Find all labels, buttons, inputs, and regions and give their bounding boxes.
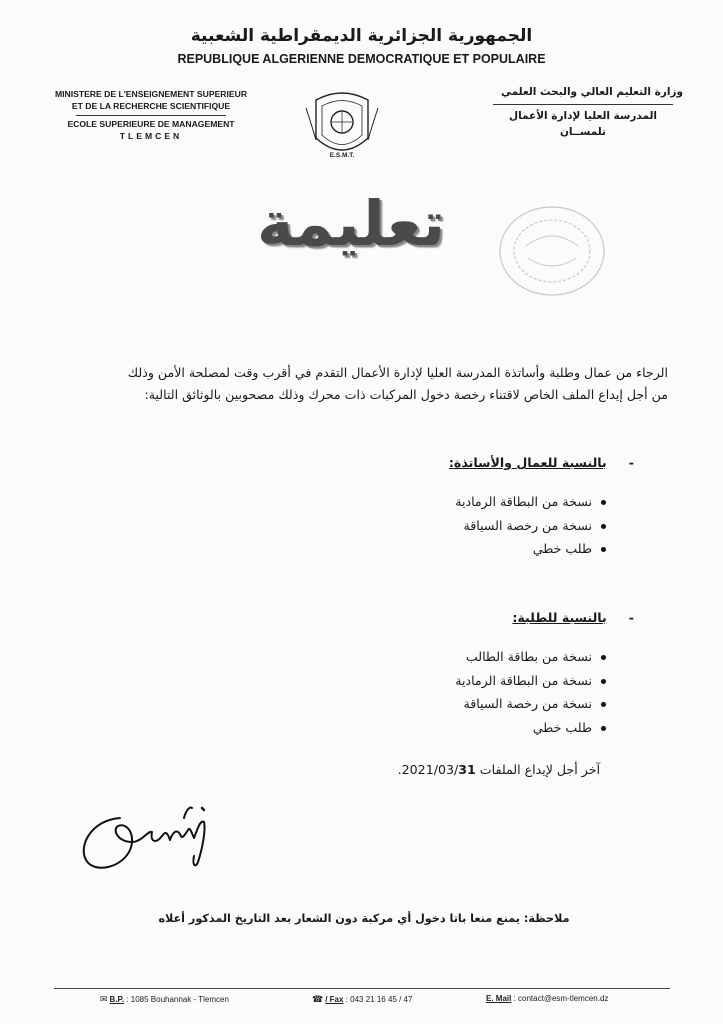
list-item: نسخة من البطاقة الرمادية	[80, 490, 606, 514]
header-title-arabic: الجمهورية الجزائرية الديمقراطية الشعبية	[190, 26, 533, 46]
envelope-icon: ✉	[100, 994, 108, 1004]
ministry-line-1: MINISTERE DE L'ENSEIGNEMENT SUPERIEUR	[54, 89, 248, 99]
student-requirements	[80, 610, 640, 739]
section-dash: -	[628, 455, 634, 470]
fax-value: : 043 21 16 45 / 47	[345, 995, 413, 1004]
ministry-block-arabic	[483, 84, 683, 140]
school-logo	[302, 86, 382, 164]
deadline	[300, 762, 600, 777]
footer-divider	[54, 988, 670, 989]
footer	[54, 994, 670, 1010]
header-title-french: REPUBLIQUE ALGERIENNE DEMOCRATIQUE ET POPULAIRE	[177, 52, 546, 66]
footer-fax	[312, 994, 412, 1005]
staff-requirements	[80, 455, 640, 561]
fax-label: / Fax	[325, 995, 344, 1004]
deadline-end: .	[397, 762, 402, 777]
school-name-french: ECOLE SUPERIEURE DE MANAGEMENT	[67, 119, 235, 129]
list-item: نسخة من رخصة السياقة	[80, 514, 606, 538]
list-item: طلب خطي	[80, 537, 606, 561]
intro-paragraph	[60, 362, 668, 406]
document-title: تعليمة	[256, 187, 446, 260]
footer-address	[100, 994, 229, 1005]
section-title-text: بالنسبة للطلبة:	[512, 610, 607, 625]
list-item: نسخة من البطاقة الرمادية	[80, 669, 606, 693]
bp-label: B.P.	[109, 995, 125, 1004]
mail-label: E. Mail	[486, 994, 512, 1003]
logo-text: E.S.M.T.	[329, 152, 355, 159]
note: ملاحظة: يمنع منعا باتا دخول أي مركبة دون الشعار بعد التاريخ المذكور أعلاه	[158, 912, 570, 925]
section-title-students	[80, 610, 640, 625]
official-stamp	[486, 196, 616, 306]
school-name-arabic: المدرسة العليا لإدارة الأعمال	[508, 110, 658, 122]
deadline-date	[402, 762, 476, 777]
section-title-text: بالنسبة للعمال والأساتذة:	[448, 455, 607, 470]
list-item: نسخة من بطاقة الطالب	[80, 645, 606, 669]
deadline-date-day: 31	[458, 762, 476, 777]
bp-value: : 1085 Bouhannak - Tlemcen	[126, 995, 229, 1004]
footer-email	[486, 994, 608, 1003]
deadline-text: آخر أجل لإيداع الملفات	[479, 762, 600, 777]
divider	[76, 115, 226, 116]
intro-line-2: من أجل إيداع الملف الخاص لاقتناء رخصة دخول المركبات ذات محرك وذلك مصحوبين بالوثائق التالية:	[144, 387, 668, 402]
staff-document-list	[80, 490, 640, 561]
intro-line-1: الرجاء من عمال وطلبة وأساتذة المدرسة العليا لإدارة الأعمال التقدم في أقرب وقت لمصلحة الأمن وذلك	[127, 365, 668, 380]
ministry-line-2: ET DE LA RECHERCHE SCIENTIFIQUE	[71, 101, 231, 111]
student-document-list	[80, 645, 640, 739]
handwritten-signature	[72, 790, 252, 880]
list-item: نسخة من رخصة السياقة	[80, 692, 606, 716]
city-arabic: تلمســان	[559, 126, 607, 138]
ministry-arabic: وزارة التعليم العالي والبحث العلمي	[500, 86, 683, 98]
list-item: طلب خطي	[80, 716, 606, 740]
section-dash: -	[628, 610, 634, 625]
phone-icon: ☎	[312, 994, 324, 1004]
section-title-staff	[80, 455, 640, 470]
ministry-block-french	[40, 88, 262, 142]
mail-value: : contact@esm-tlemcen.dz	[513, 994, 609, 1003]
divider	[493, 104, 673, 105]
city-french: TLEMCEN	[119, 131, 183, 141]
deadline-date-rest: 2021/03/	[401, 762, 459, 777]
